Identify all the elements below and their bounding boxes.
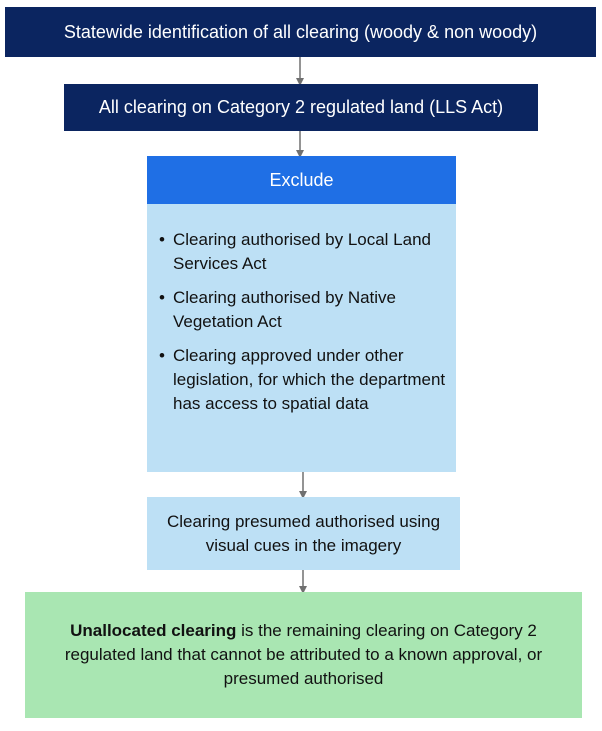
exclude-item-lls-act: • Clearing authorised by Local Land Services Act: [159, 228, 448, 276]
unallocated-clearing-box: [25, 592, 582, 718]
exclude-item-native-vegetation-act: • Clearing authorised by Native Vegetation Act: [159, 286, 448, 334]
exclude-header: [147, 156, 456, 204]
unallocated-clearing-text: [35, 619, 572, 691]
exclude-item-other-legislation: • Clearing approved under other legislation, for which the department has access to spatial data: [159, 344, 448, 416]
statewide-identification-box: [5, 7, 596, 57]
category2-clearing-box: [64, 84, 538, 131]
exclude-list: [159, 228, 448, 416]
category2-clearing-label: All clearing on Category 2 regulated land (LLS Act): [98, 97, 504, 117]
presumed-authorised-label: Clearing presumed authorised using visual cues in the imagery: [166, 511, 441, 555]
statewide-identification-label: Statewide identification of all clearing (woody & non woody): [63, 21, 538, 42]
unallocated-clearing-description: is the remaining clearing on Category 2 regulated land that cannot be attributed to a known approval, or presumed authorised: [64, 621, 543, 688]
exclude-list-box: [147, 204, 456, 472]
unallocated-clearing-term: Unallocated clearing: [70, 621, 237, 640]
exclude-header-label: Exclude: [269, 169, 334, 190]
presumed-authorised-box: [147, 497, 460, 570]
